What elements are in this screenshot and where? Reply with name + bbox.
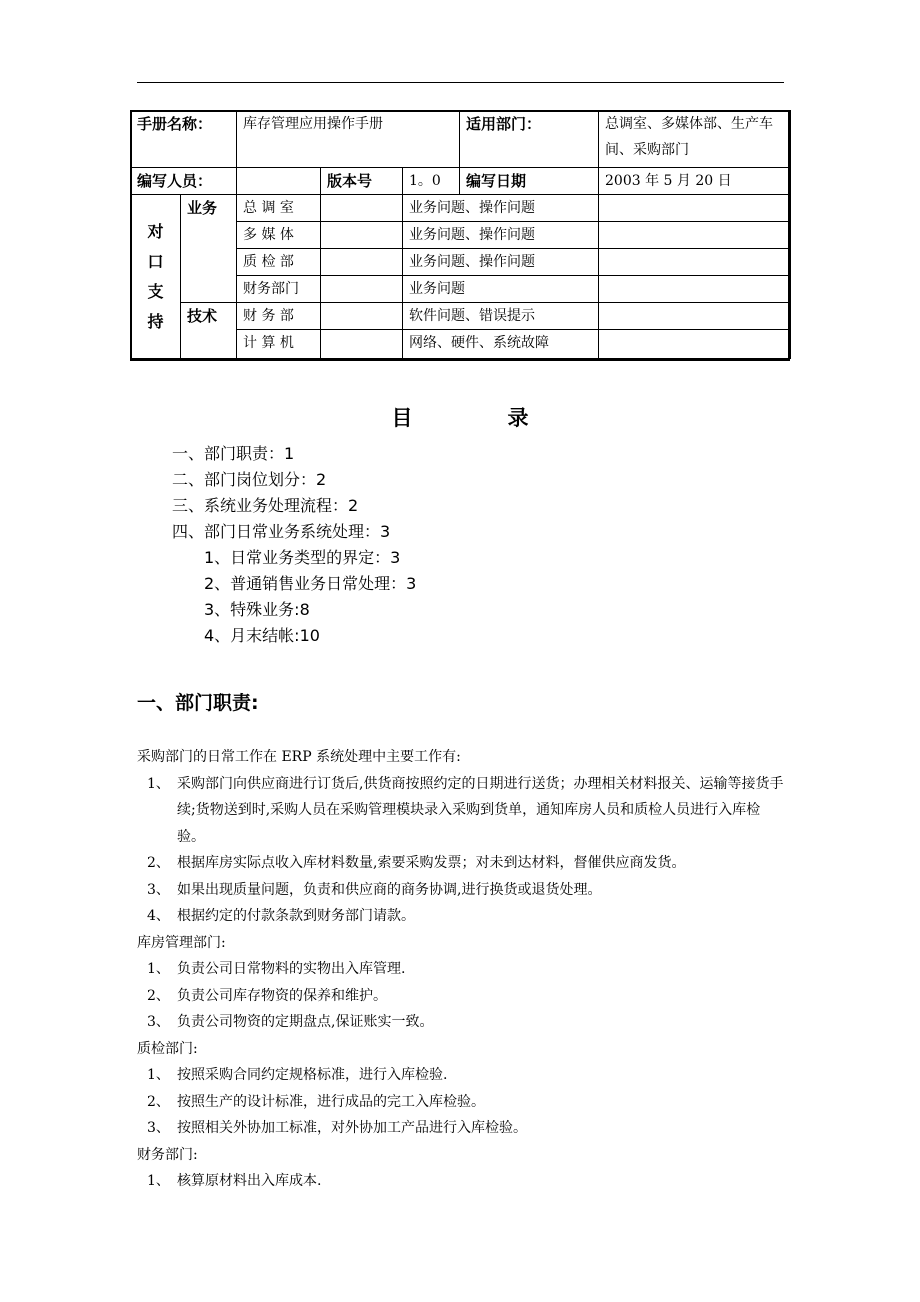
support-note: [599, 330, 791, 359]
support-note: [599, 303, 791, 330]
list-number: 1、: [147, 775, 170, 792]
toc-item[interactable]: 4、月末结帐:10: [204, 626, 320, 645]
table-row: [131, 168, 791, 195]
support-contact: [321, 330, 403, 359]
header-rule: [137, 82, 784, 83]
support-dept: 财务部门: [237, 276, 321, 303]
support-contact: [321, 222, 403, 249]
list-number: 1、: [147, 961, 170, 977]
list-text: 如果出现质量问题，负责和供应商的商务协调,进行换货或退货处理。: [177, 881, 602, 898]
support-issue: 软件问题、错误提示: [403, 303, 599, 330]
dept-label: 适用部门：: [460, 111, 599, 168]
support-char: 对: [147, 221, 164, 241]
list-item: [137, 1009, 787, 1036]
warehouse-title: 库房管理部门:: [137, 934, 226, 951]
date-label: 编写日期: [460, 168, 599, 195]
support-issue: 业务问题、操作问题: [403, 249, 599, 276]
list-item: [137, 1168, 787, 1195]
table-row: [131, 111, 791, 168]
support-issue: 网络、硬件、系统故障: [403, 330, 599, 359]
support-dept: 计 算 机: [237, 330, 321, 359]
list-item: [137, 1062, 787, 1089]
toc-item[interactable]: 3、特殊业务:8: [204, 600, 310, 619]
support-contact: [321, 249, 403, 276]
support-char: 口: [147, 251, 164, 271]
support-char: 支: [147, 281, 164, 301]
author-label: 编写人员：: [131, 168, 237, 195]
list-text: 按照相关外协加工标准，对外协加工产品进行入库检验。: [177, 1120, 527, 1136]
support-dept: 质 检 部: [237, 249, 321, 276]
list-text: 根据约定的付款条款到财务部门请款。: [177, 908, 415, 924]
support-contact: [321, 303, 403, 330]
manual-name-label: 手册名称：: [131, 111, 237, 168]
list-number: 1、: [147, 1067, 170, 1083]
list-text: 按照采购合同约定规格标准，进行入库检验.: [177, 1067, 448, 1083]
list-number: 3、: [147, 1014, 170, 1030]
author-value: [237, 168, 321, 195]
support-note: [599, 249, 791, 276]
toc-title: [0, 402, 920, 432]
support-note: [599, 276, 791, 303]
list-item: [137, 877, 787, 904]
toc-item[interactable]: 二、部门岗位划分：2: [172, 470, 327, 489]
manual-info-table: [130, 110, 791, 359]
toc-list: [172, 441, 416, 649]
manual-name-value: 库存管理应用操作手册: [237, 111, 460, 168]
support-issue: 业务问题: [403, 276, 599, 303]
toc-item[interactable]: 1、日常业务类型的界定：3: [204, 548, 401, 567]
support-dept: 总 调 室: [237, 195, 321, 222]
support-note: [599, 195, 791, 222]
list-number: 3、: [147, 1120, 170, 1136]
date-value: 2003 年 5 月 20 日: [599, 168, 791, 195]
list-text: 负责公司日常物料的实物出入库管理.: [177, 961, 406, 977]
list-text: 采购部门向供应商进行订货后,供货商按照约定的日期进行送货；办理相关材料报关、运输等接货手续;货物送到时,采购人员在采购管理模块录入采购到货单，通知库房人员和质检人员进行入库检验。: [177, 775, 784, 845]
support-dept: 多 媒 体: [237, 222, 321, 249]
support-issue: 业务问题、操作问题: [403, 222, 599, 249]
list-number: 2、: [147, 855, 170, 871]
toc-title-char: 目: [391, 406, 413, 430]
list-text: 负责公司物资的定期盘点,保证账实一致。: [177, 1014, 434, 1030]
table-row: [131, 195, 791, 222]
list-number: 3、: [147, 881, 170, 898]
list-text: 按照生产的设计标准，进行成品的完工入库检验。: [177, 1093, 485, 1110]
list-number: 2、: [147, 987, 170, 1004]
dept-value: 总调室、多媒体部、生产车间、采购部门: [599, 111, 791, 168]
list-item: [137, 903, 787, 930]
support-note: [599, 222, 791, 249]
tech-label: 技术: [181, 303, 237, 359]
list-item: [137, 771, 787, 851]
version-label: 版本号: [321, 168, 403, 195]
toc-item[interactable]: 三、系统业务处理流程：2: [172, 496, 359, 515]
qc-title: 质检部门:: [137, 1040, 198, 1057]
list-number: 2、: [147, 1093, 170, 1110]
list-text: 根据库房实际点收入库材料数量,索要采购发票；对未到达材料，督催供应商发货。: [177, 855, 686, 871]
list-item: [137, 956, 787, 983]
section-body: [137, 744, 787, 1195]
toc-item[interactable]: 四、部门日常业务系统处理：3: [172, 522, 391, 541]
version-value: 1。0: [403, 168, 460, 195]
toc-title-char: 录: [507, 406, 529, 430]
support-label: [131, 195, 181, 359]
list-number: 1、: [147, 1173, 170, 1189]
toc-item[interactable]: 2、普通销售业务日常处理：3: [204, 574, 417, 593]
list-item: [137, 850, 787, 877]
list-item: [137, 1089, 787, 1116]
support-issue: 业务问题、操作问题: [403, 195, 599, 222]
support-contact: [321, 195, 403, 222]
support-dept: 财 务 部: [237, 303, 321, 330]
business-label: 业务: [181, 195, 237, 303]
purchase-intro: 采购部门的日常工作在 ERP 系统处理中主要工作有:: [137, 749, 461, 765]
support-contact: [321, 276, 403, 303]
list-text: 负责公司库存物资的保养和维护。: [177, 987, 387, 1004]
support-char: 持: [147, 311, 164, 331]
finance-title: 财务部门:: [137, 1146, 198, 1163]
list-item: [137, 983, 787, 1010]
list-item: [137, 1115, 787, 1142]
section-heading: 一、部门职责:: [137, 692, 259, 714]
table-row: [131, 303, 791, 330]
toc-item[interactable]: 一、部门职责：1: [172, 444, 295, 463]
list-number: 4、: [147, 908, 170, 924]
list-text: 核算原材料出入库成本.: [177, 1173, 322, 1189]
